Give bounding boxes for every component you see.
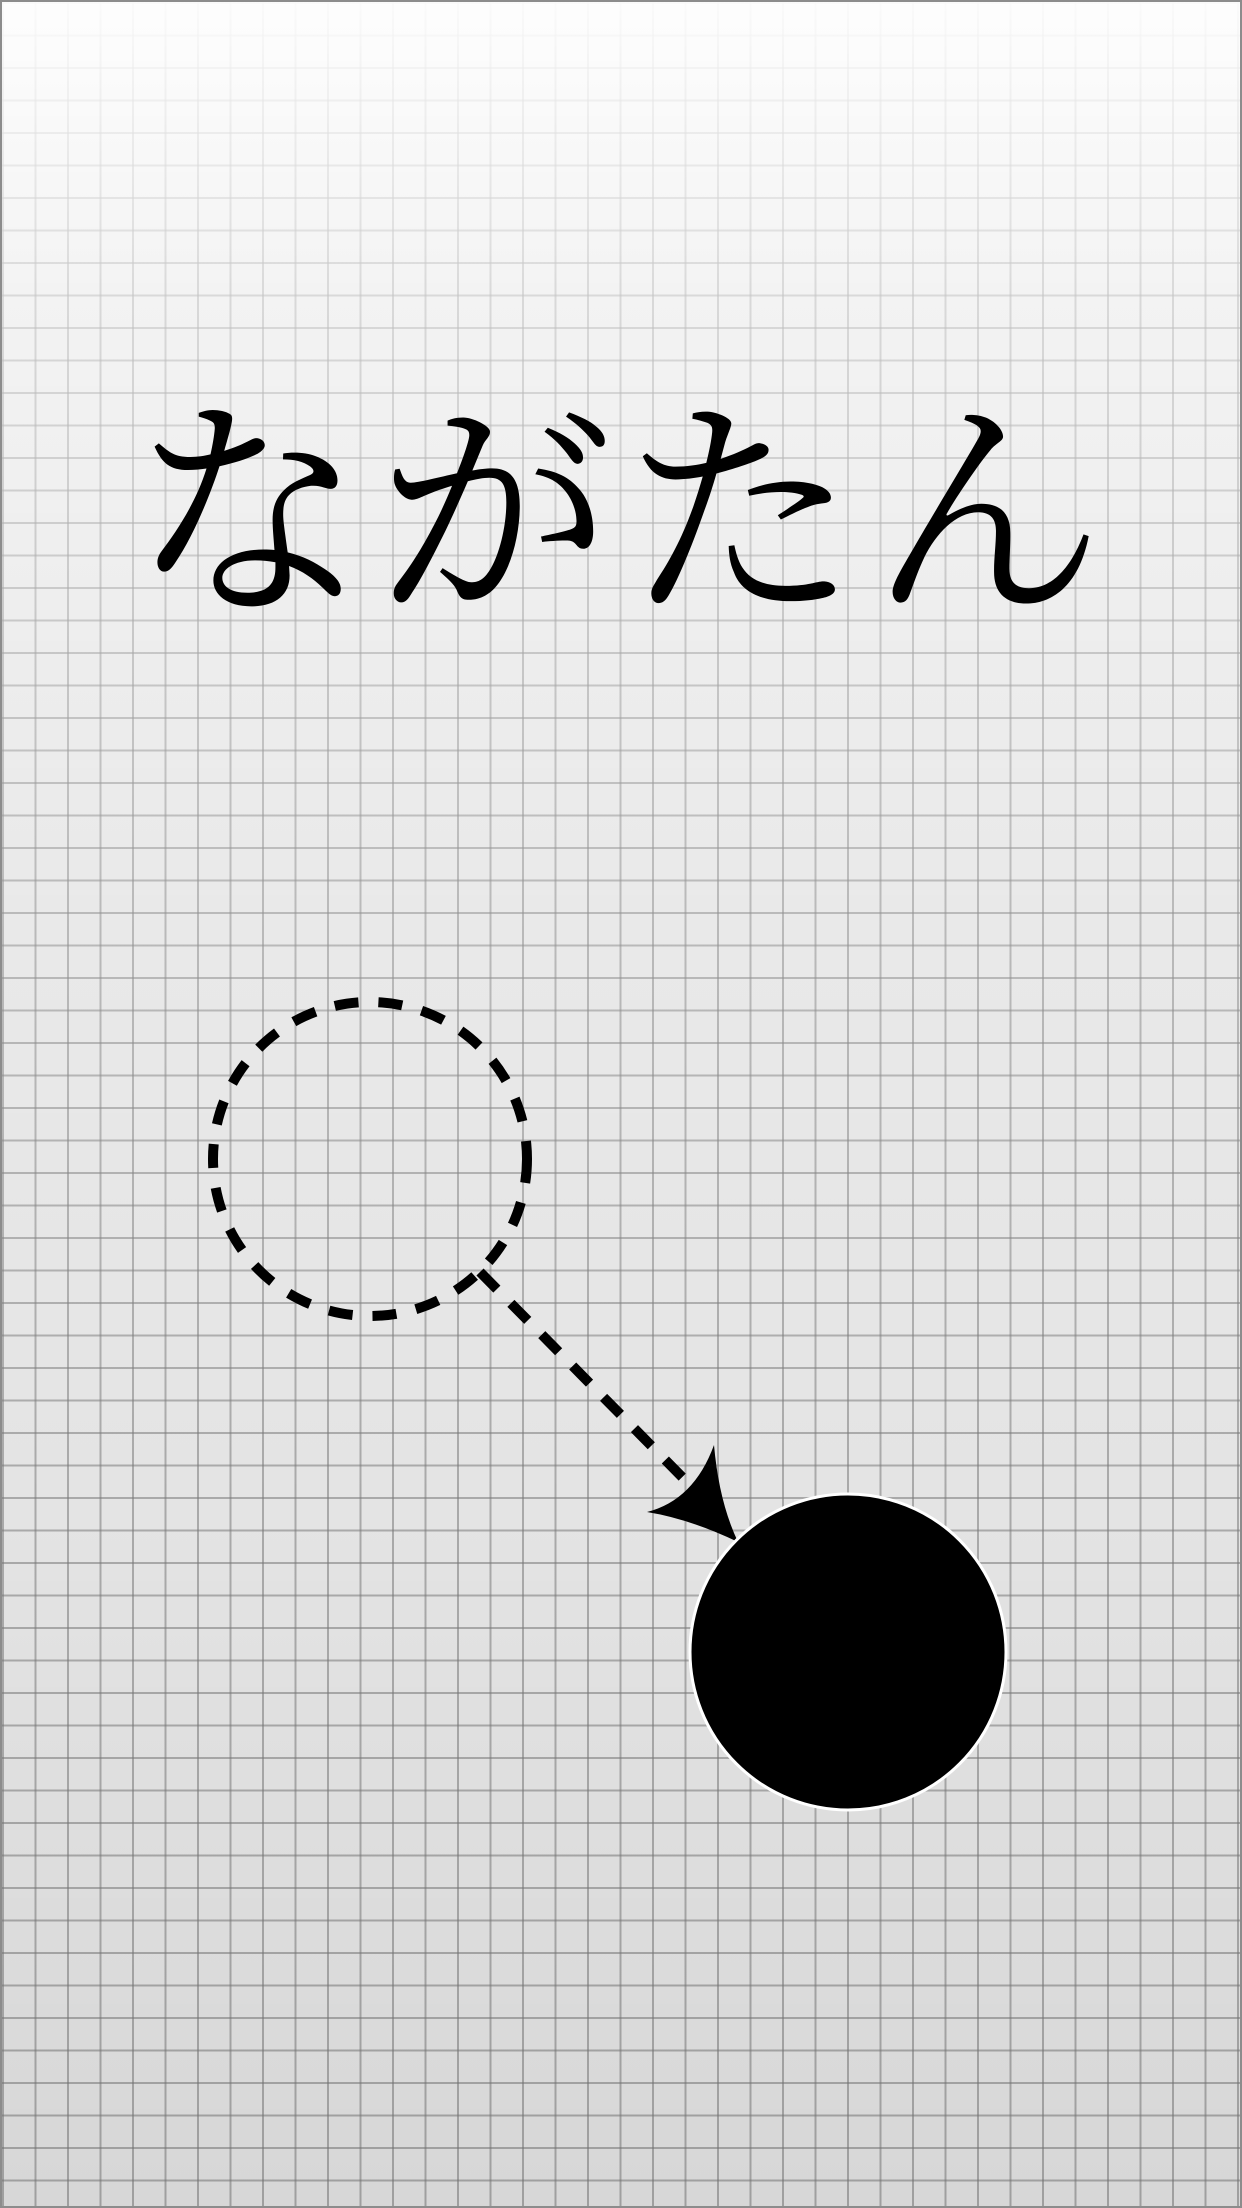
tutorial-illustration [2,2,1242,2208]
trajectory-arrowhead-icon [647,1445,738,1542]
game-title: ながたん [130,377,1115,652]
ball[interactable] [690,1494,1006,1810]
trajectory-dashed-line [480,1272,690,1485]
start-position-dashed-circle [213,1002,527,1316]
